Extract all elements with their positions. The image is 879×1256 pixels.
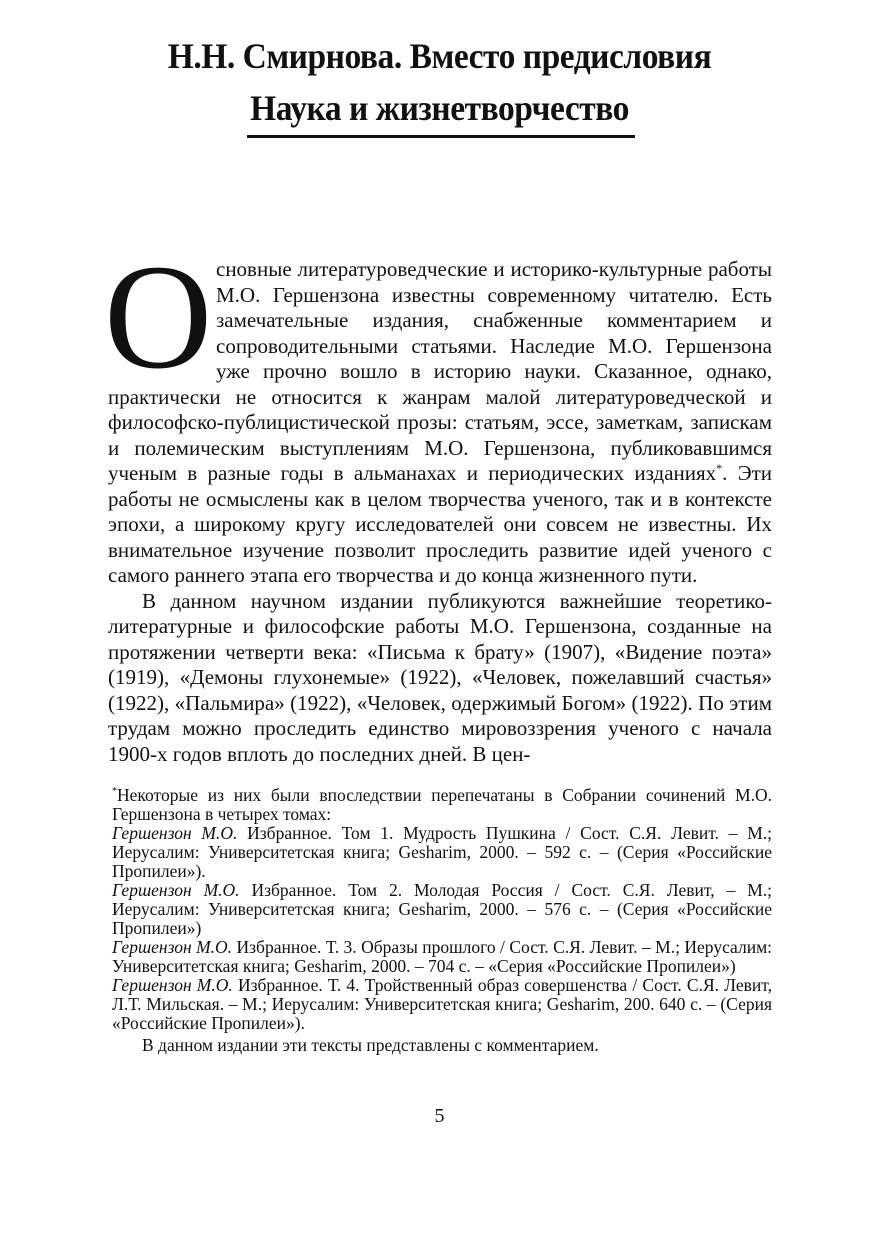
page-number: 5 [434,1105,445,1127]
title-underline [247,135,635,138]
footnote-text: Избранное. Том 1. Мудрость Пушкина / Сост. С.Я. Левит. – М.; Иерусалим: Университетская книга; Gesharim, 2000. – 592 с. – (Серия «Российские Пропилеи»). [112,823,772,881]
footnote-entry [112,976,772,1033]
page-title [31,30,848,134]
footnote-author: Гершензон М.О. [112,823,238,843]
main-text [104,234,772,767]
footnote-text: Избранное. Том 2. Молодая Россия / Сост. С.Я. Левит, – М.; Иерусалим: Университетская книга; Gesharim, 2000. – 576 с. – (Серия «Российские Пропилеи») [112,880,773,938]
footnote-entry [112,881,772,938]
footnote-intro-text: Некоторые из них были впоследствии перепечатаны в Собрании сочинений М.О. Гершензона в четырех томах: [112,785,772,824]
footnote-author: Гершензон М.О. [112,975,233,995]
footnote-author: Гершензон М.О. [112,937,233,957]
footnote-closing: В данном издании эти тексты представлены с комментарием. [142,1035,599,1055]
title-line-2: Наука и жизнетворчество [250,88,629,128]
footnote-text: Избранное. Т. 4. Тройственный образ совершенства / Сост. С.Я. Левит, Л.Т. Мильская. – М.; Иерусалим: Университетская книга; Gesharim, 200. 640 с. – (Серия «Российские Пропилеи»). [112,975,773,1033]
drop-cap: О [104,234,213,400]
paragraph-1-text-b: . Эти работы не осмыслены как в целом творчества ученого, так и в контексте эпохи, а широкому кругу исследователей они совсем не известны. Их внимательное изучение позволит проследить развитие идей ученого с самого раннего этапа его творчества и до конца жизненного пути. [108,461,772,587]
footnote-entry [112,824,772,881]
paragraph-1-text-a: сновные литературоведческие и историко-культурные работы М.О. Гершензона известны современному читателю. Есть замечательные издания, снабженные комментарием и сопроводительными статьями. Наследие М.О. Гершензона уже прочно вошло в историю науки. Сказанное, однако, практически не относится к жанрам малой литературоведческой и философско-публицистической прозы: статьям, эссе, заметкам, запискам и полемическим выступлениям М.О. Гершензона, публиковавшимся ученым в разные годы в альманахах и периодических изданиях [108,257,772,485]
footnote-entry [112,938,772,976]
paragraph-1 [104,234,772,589]
footnote-intro [112,786,772,824]
paragraph-2: В данном научном издании публикуются важнейшие теоретико-литературные и философские работы М.О. Гершензона, созданные на протяжении четверти века: «Письма к брату» (1907), «Видение поэта» (1919), «Демоны глухонемые» (1922), «Человек, пожелавший счастья» (1922), «Пальмира» (1922), «Человек, одержимый Богом» (1922). По этим трудам можно проследить единство мировоззрения ученого с начала 1900-х годов вплоть до последних дней. В цен- [108,588,772,766]
footnote-text: Избранное. Т. 3. Образы прошлого / Сост. С.Я. Левит. – М.; Иерусалим: Университетская книга; Gesharim, 2000. – 704 с. – «Серия «Российские Пропилеи») [112,937,773,976]
footnote-mark: * [112,786,117,798]
footnotes [112,786,772,1055]
footnote-author: Гершензон М.О. [112,880,240,900]
title-line-1: Н.Н. Смирнова. Вместо предисловия [167,36,712,76]
footnote-reference: * [716,461,723,475]
